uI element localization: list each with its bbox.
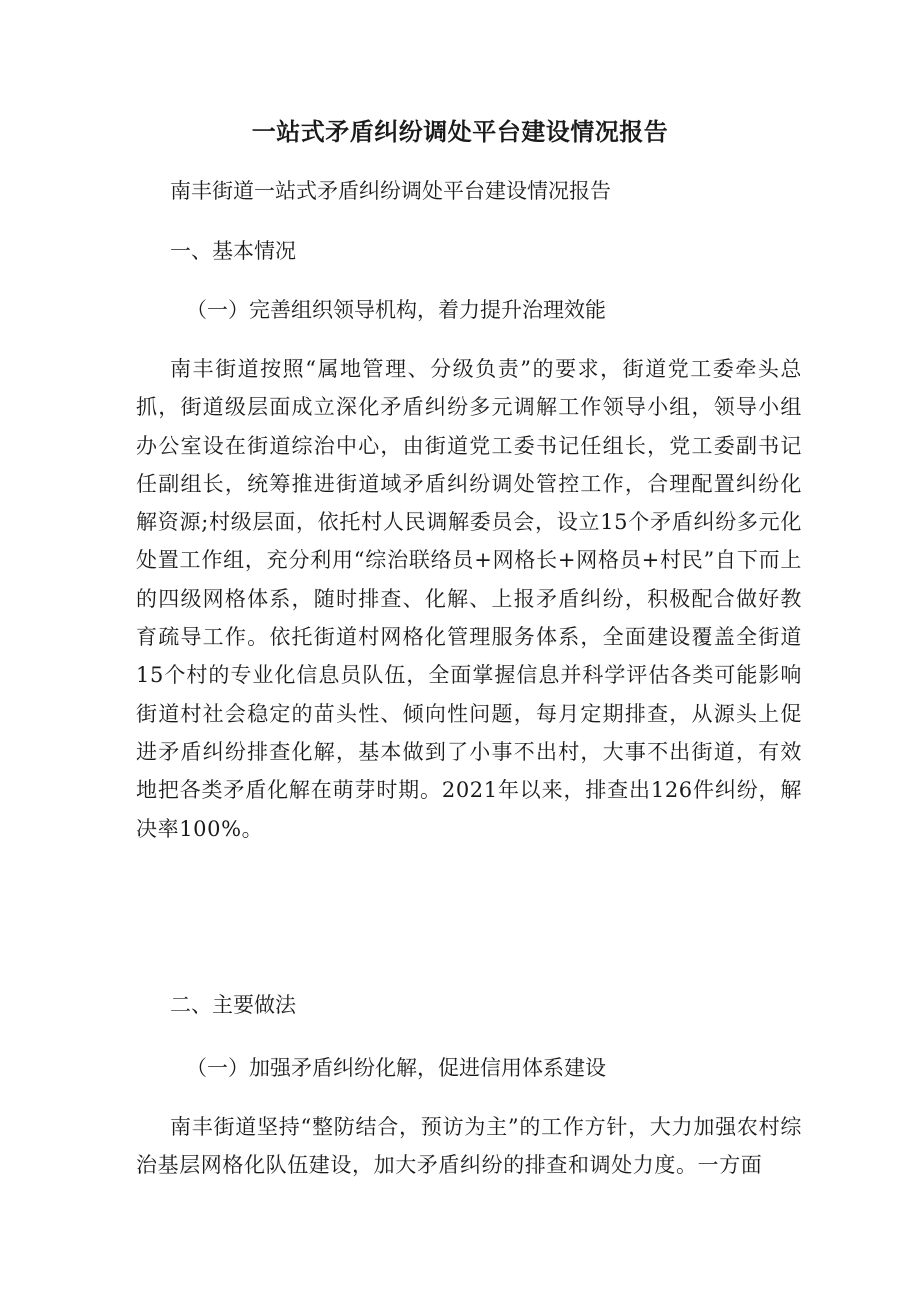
section-1-paragraph: 南丰街道按照“属地管理、分级负责”的要求，街道党工委牵头总抓，街道级层面成立深化矛盾纠纷多元调解工作领导小组，领导小组办公室设在街道综治中心，由街道党工委书记任组长，党工委副书记任副组长，统筹推进街道域矛盾纠纷调处管控工作，合理配置纠纷化解资源;村级层面，依托村人民调解委员会，设立15个矛盾纠纷多元化处置工作组，充分利用“综治联络员+网格长+网格员+村民”自下而上的四级网格体系，随时排查、化解、上报矛盾纠纷，积极配合做好教育疏导工作。依托街道村网格化管理服务体系，全面建设覆盖全街道15个村的专业化信息员队伍，全面掌握信息并科学评估各类可能影响街道村社会稳定的苗头性、倾向性问题，每月定期排查，从源头上促进矛盾纠纷排查化解，基本做到了小事不出村，大事不出街道，有效地把各类矛盾化解在萌芽时期。2021年以来，排查出126件纠纷，解决率100%。 bbox=[136, 357, 802, 841]
section-2-paragraph: 南丰街道坚持“整防结合，预访为主”的工作方针，大力加强农村综治基层网格化队伍建设，加大矛盾纠纷的排查和调处力度。一方面 bbox=[136, 1115, 802, 1178]
section-2-subheading: （一）加强矛盾纠纷化解，促进信用体系建设 bbox=[186, 1056, 606, 1080]
document-title: 一站式矛盾纠纷调处平台建设情况报告 bbox=[251, 118, 669, 146]
document-subtitle: 南丰街道一站式矛盾纠纷调处平台建设情况报告 bbox=[170, 179, 611, 203]
section-1-subheading: （一）完善组织领导机构，着力提升治理效能 bbox=[186, 298, 606, 322]
section-1-heading: 一、基本情况 bbox=[170, 239, 296, 263]
section-2-heading: 二、主要做法 bbox=[170, 993, 296, 1017]
